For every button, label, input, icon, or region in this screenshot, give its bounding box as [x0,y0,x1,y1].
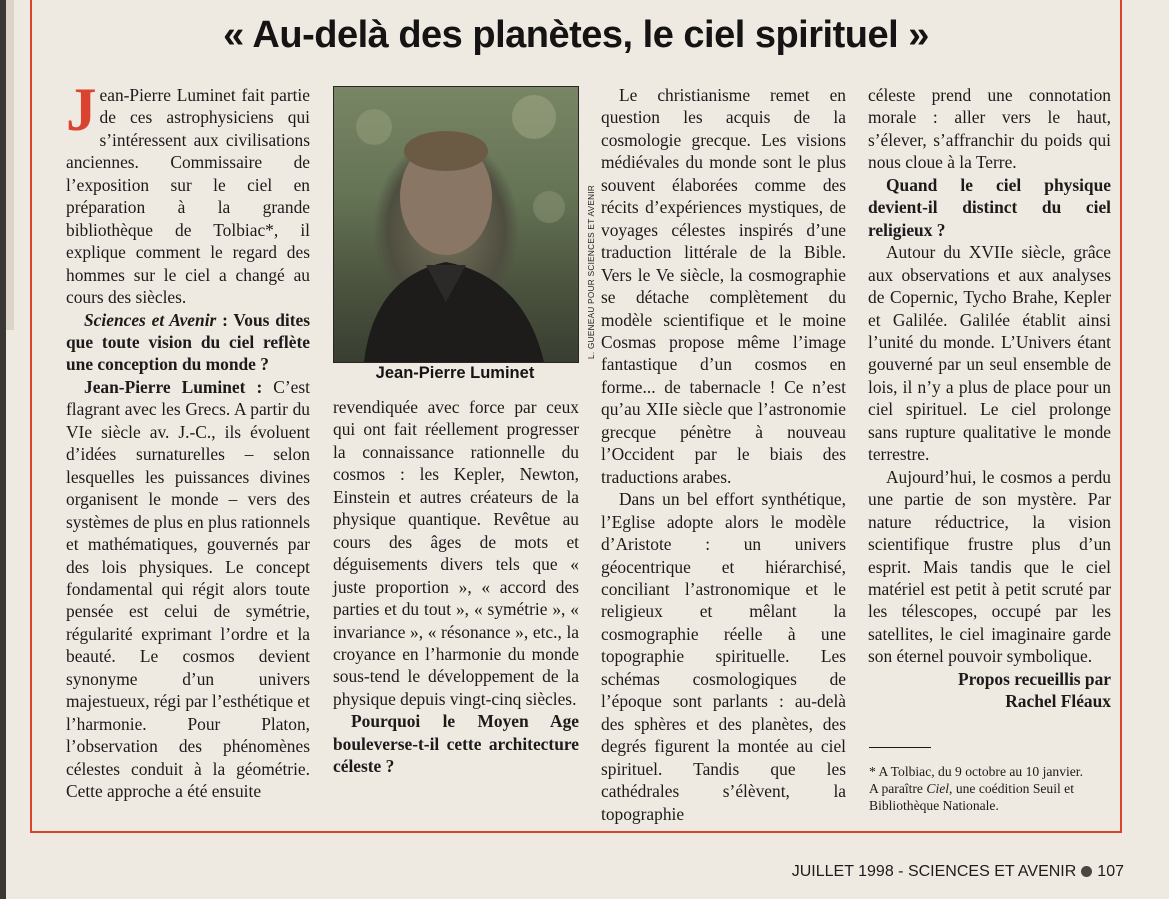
interview-credit: Propos recueillis par [958,668,1111,689]
intro-paragraph [66,77,310,309]
answer-2-paragraph-1: Le christianisme remet en question les acquis de la cosmologie grecque. Les visions médiévales du monde sont le plus souvent élaborées comme des récits d’expériences mystiques, de voyages célestes inspirés d’une traduction littérale de la Bible. Vers le Ve siècle, la cosmographie se détache complètement du modèle scientifique et le moine Cosmas propose même l’image fantastique d’un cosmos en forme... de tabernacle ! Ce n’est qu’au XIIe siècle que l’astronomie grecque pénètre à nouveau l’Occident par le biais des traductions arabes. [601,85,846,487]
question-1 [66,309,310,376]
page-footer [792,863,1124,881]
photo-caption: Jean-Pierre Luminet [375,364,535,382]
bullet-icon [1081,866,1092,877]
footnote-line-2 [869,780,1113,814]
page-number: 107 [1097,863,1124,880]
column-1 [66,77,311,803]
answer-1-text: C’est flagrant avec les Grecs. A partir du VIe siècle av. J.-C., ils évoluent d’idées surnaturelles – selon lesquelles les puissances divines organisent le monde – vers des systèmes de plus en plus rationnels et mathématiques, gouvernés par des lois physiques. Le concept fondamental qui régit alors toute pensée est celui de symétrie, régularité exprimant l’ordre et la beauté. Le cosmos devient synonyme d’un univers majestueux, régi par l’esthétique et l’harmonie. Pour Platon, l’observation des phénomènes célestes conduit à la géométrie. Cette approche a été ensuite [66,376,310,802]
footnote-line-1: * A Tolbiac, du 9 octobre au 10 janvier. [869,764,1083,779]
footnote-post: , une coédition Seuil et Bibliothèque Nationale. [869,781,1074,813]
question-2: Pourquoi le Moyen Age bouleverse-t-il cette architecture céleste ? [333,711,579,777]
answer-2-paragraph-2: Dans un bel effort synthétique, l’Eglise adopte alors le modèle d’Aristote : un univers géocentrique et hiérarchisé, conciliant l’astronomique et le religieux et mêlant la cosmographie réelle à une topographie spirituelle. Les schémas cosmologiques de l’époque sont parlants : au-delà des sphères et des planètes, des degrés figurent la montée au ciel spirituel. Tandis que les cathédrales s’élèvent, la topographie [601,489,846,824]
portrait-photo [333,86,579,363]
answer-3-paragraph-1: Autour du XVIIe siècle, grâce aux observations et aux analyses de Copernic, Tycho Brahe, Kepler et Galilée. Galilée établit ainsi l’unité du monde. L’Univers étant gouverné par un seul ensemble de lois, il n’y a plus de place pour un ciel spirituel. Le ciel prolonge sans rupture qualitative le monde terrestre. [868,242,1111,465]
answer-3-paragraph-2: Aujourd’hui, le cosmos a perdu une partie de son mystère. Par nature réductrice, la vision scientifique frustre plus d’un esprit. Mais tandis que le ciel matériel est petit à petit scruté par les télescopes, occupé par les satellites, le ciel imaginaire garde son éternel pouvoir symbolique. [868,466,1111,667]
magazine-name: Sciences et Avenir [84,309,217,330]
headline: « Au-delà des planètes, le ciel spirituel » [223,14,929,56]
intro-text: ean-Pierre Luminet fait partie de ces astrophysiciens qui s’intéressent aux civilisations anciennes. Commissaire de l’exposition sur le ciel en préparation à la grande bibliothèque de Tolbiac*, il explique comment le regard des hommes sur le ciel a changé au cours des siècles. [66,85,310,308]
column-4 [868,84,1111,713]
author-name: Rachel Fléaux [1005,691,1111,712]
photo-credit: L. GUENEAU POUR SCIENCES ET AVENIR [587,184,596,359]
column-3 [601,84,846,825]
drop-cap: J [66,77,97,144]
footnote-pre: A paraître [869,781,927,796]
portrait-illustration [334,87,578,362]
answer-2-continued: céleste prend une connotation morale : aller vers le haut, s’élever, s’affranchir du poids qui nous cloue à la Terre. [868,85,1111,173]
question-3: Quand le ciel physique devient-il distinct du ciel religieux ? [868,174,1111,240]
scan-edge [0,0,6,899]
answer-1-continued: revendiquée avec force par ceux qui ont fait réellement progresser la connaissance rationnelle du cosmos : les Kepler, Newton, Einstein et autres créateurs de la physique quantique. Revêtue au cours des âges de mots et déguisements divers tels que « juste proportion », « accord des parties et du tout », « symétrie », « invariance », « résonance », etc., la croyance en l’harmonie du monde sous-tend le développement de la physique depuis vingt-cinq siècles. [333,397,579,709]
footnote [869,763,1113,814]
column-2 [333,396,579,778]
answer-1 [66,376,310,803]
answer-label: Jean-Pierre Luminet : [84,376,263,397]
issue-info: JUILLET 1998 - SCIENCES ET AVENIR [791,863,1077,880]
footnote-title: Ciel [926,781,950,796]
question-1-text: : Vous dites que toute vision du ciel reflète une conception du monde ? [66,309,311,375]
footnote-rule [869,747,931,748]
